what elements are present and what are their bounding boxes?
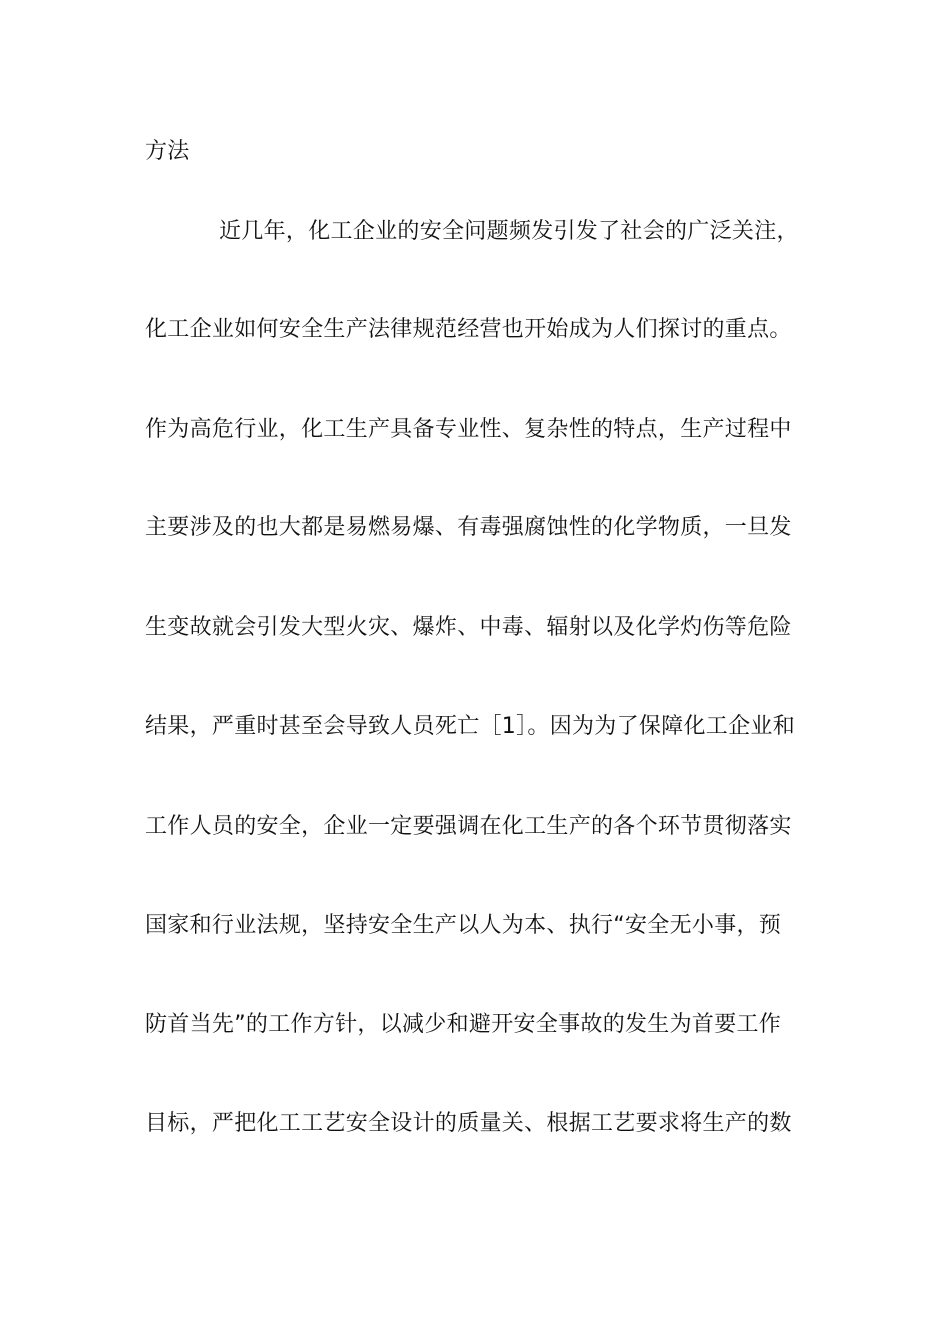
paragraph-line: 作为高危行业，化工生产具备专业性、复杂性的特点，生产过程中 xyxy=(145,417,792,442)
heading-fragment: 方法 xyxy=(145,139,190,164)
paragraph-line: 主要涉及的也大都是易燃易爆、有毒强腐蚀性的化学物质，一旦发 xyxy=(145,515,792,540)
paragraph-line: 化工企业如何安全生产法律规范经营也开始成为人们探讨的重点。 xyxy=(145,317,792,342)
paragraph-line: 国家和行业法规，坚持安全生产以人为本、执行“安全无小事，预 xyxy=(145,913,782,938)
paragraph-line: 近几年，化工企业的安全问题频发引发了社会的广泛关注， xyxy=(219,219,799,244)
paragraph-line: 生变故就会引发大型火灾、爆炸、中毒、辐射以及化学灼伤等危险 xyxy=(145,615,792,640)
paragraph-line: 目标，严把化工工艺安全设计的质量关、根据工艺要求将生产的数 xyxy=(145,1111,792,1136)
paragraph-line: 结果，严重时甚至会导致人员死亡［1］。因为为了保障化工企业和 xyxy=(145,714,795,739)
paragraph-line: 工作人员的安全，企业一定要强调在化工生产的各个环节贯彻落实 xyxy=(145,814,792,839)
paragraph-line: 防首当先”的工作方针，以减少和避开安全事故的发生为首要工作 xyxy=(145,1012,782,1037)
